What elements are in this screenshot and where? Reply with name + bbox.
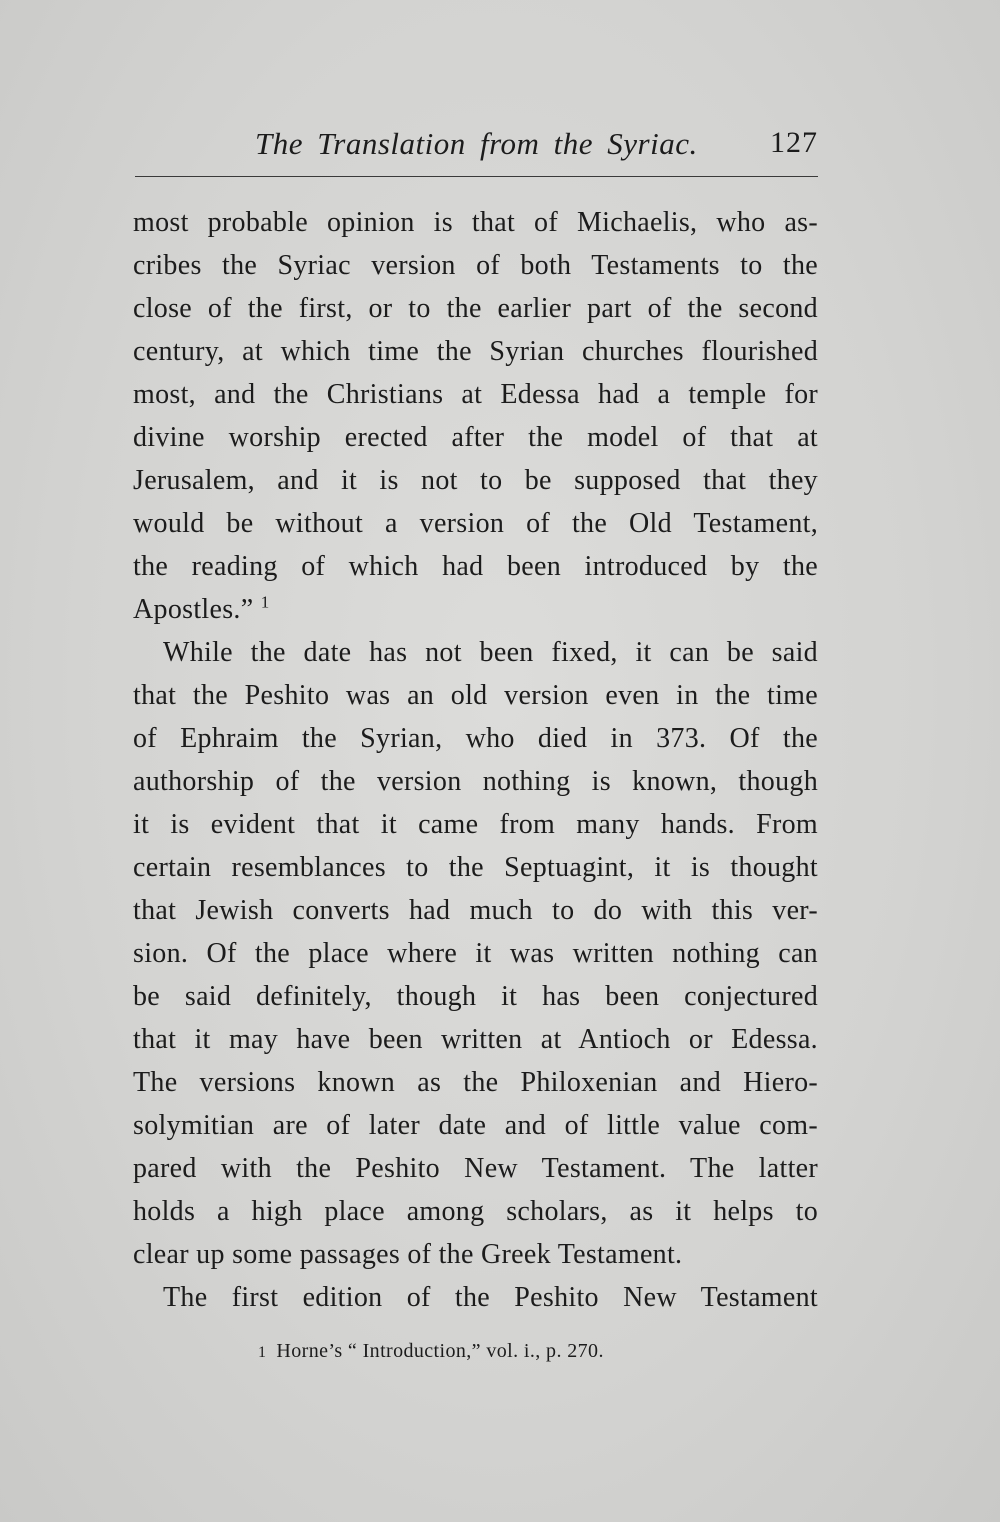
body-text xyxy=(133,199,818,1317)
text-line: of Ephraim the Syrian, who died in 373. Of the xyxy=(133,723,818,754)
text-line-paragraph-start: The first edition of the Peshito New Testament xyxy=(163,1282,818,1313)
footnote xyxy=(258,1340,818,1363)
text-line-paragraph-start: While the date has not been fixed, it can be said xyxy=(163,637,818,668)
text-line: the reading of which had been introduced by the xyxy=(133,551,818,582)
text-line: that Jewish converts had much to do with this ver- xyxy=(133,895,818,926)
text-line: holds a high place among scholars, as it helps to xyxy=(133,1196,818,1227)
text-line: would be without a version of the Old Testament, xyxy=(133,508,818,539)
text-line: be said definitely, though it has been conjectured xyxy=(133,981,818,1012)
text-line: Jerusalem, and it is not to be supposed that they xyxy=(133,465,818,496)
text-line-paragraph-end: clear up some passages of the Greek Testament. xyxy=(133,1239,683,1270)
running-title: The Translation from the Syriac. xyxy=(255,126,698,161)
text-line: The versions known as the Philoxenian and Hiero- xyxy=(133,1067,818,1098)
text-line: most, and the Christians at Edessa had a temple for xyxy=(133,379,818,410)
header-rule xyxy=(135,176,818,177)
footnote-text: Horne’s “ Introduction,” vol. i., p. 270. xyxy=(276,1340,604,1362)
text-line: authorship of the version nothing is known, though xyxy=(133,766,818,797)
text-line-content: Apostles.” xyxy=(133,594,254,625)
page-number: 127 xyxy=(770,126,818,159)
text-line: sion. Of the place where it was written nothing can xyxy=(133,938,818,969)
text-line-paragraph-end xyxy=(133,586,818,629)
text-line: century, at which time the Syrian churches flourished xyxy=(133,336,818,367)
running-header xyxy=(135,122,820,166)
footnote-marker: 1 xyxy=(258,1344,267,1361)
text-line: pared with the Peshito New Testament. The latter xyxy=(133,1153,818,1184)
footnote-reference: 1 xyxy=(260,592,270,612)
text-line: cribes the Syriac version of both Testaments to the xyxy=(133,250,818,281)
text-line: that the Peshito was an old version even in the time xyxy=(133,680,818,711)
text-line: divine worship erected after the model of that at xyxy=(133,422,818,453)
text-line: it is evident that it came from many hands. From xyxy=(133,809,818,840)
text-line: most probable opinion is that of Michaelis, who as- xyxy=(133,207,818,238)
text-line: solymitian are of later date and of little value com- xyxy=(133,1110,818,1141)
text-line: certain resemblances to the Septuagint, it is thought xyxy=(133,852,818,883)
text-line: that it may have been written at Antioch or Edessa. xyxy=(133,1024,818,1055)
text-line: close of the first, or to the earlier part of the second xyxy=(133,293,818,324)
